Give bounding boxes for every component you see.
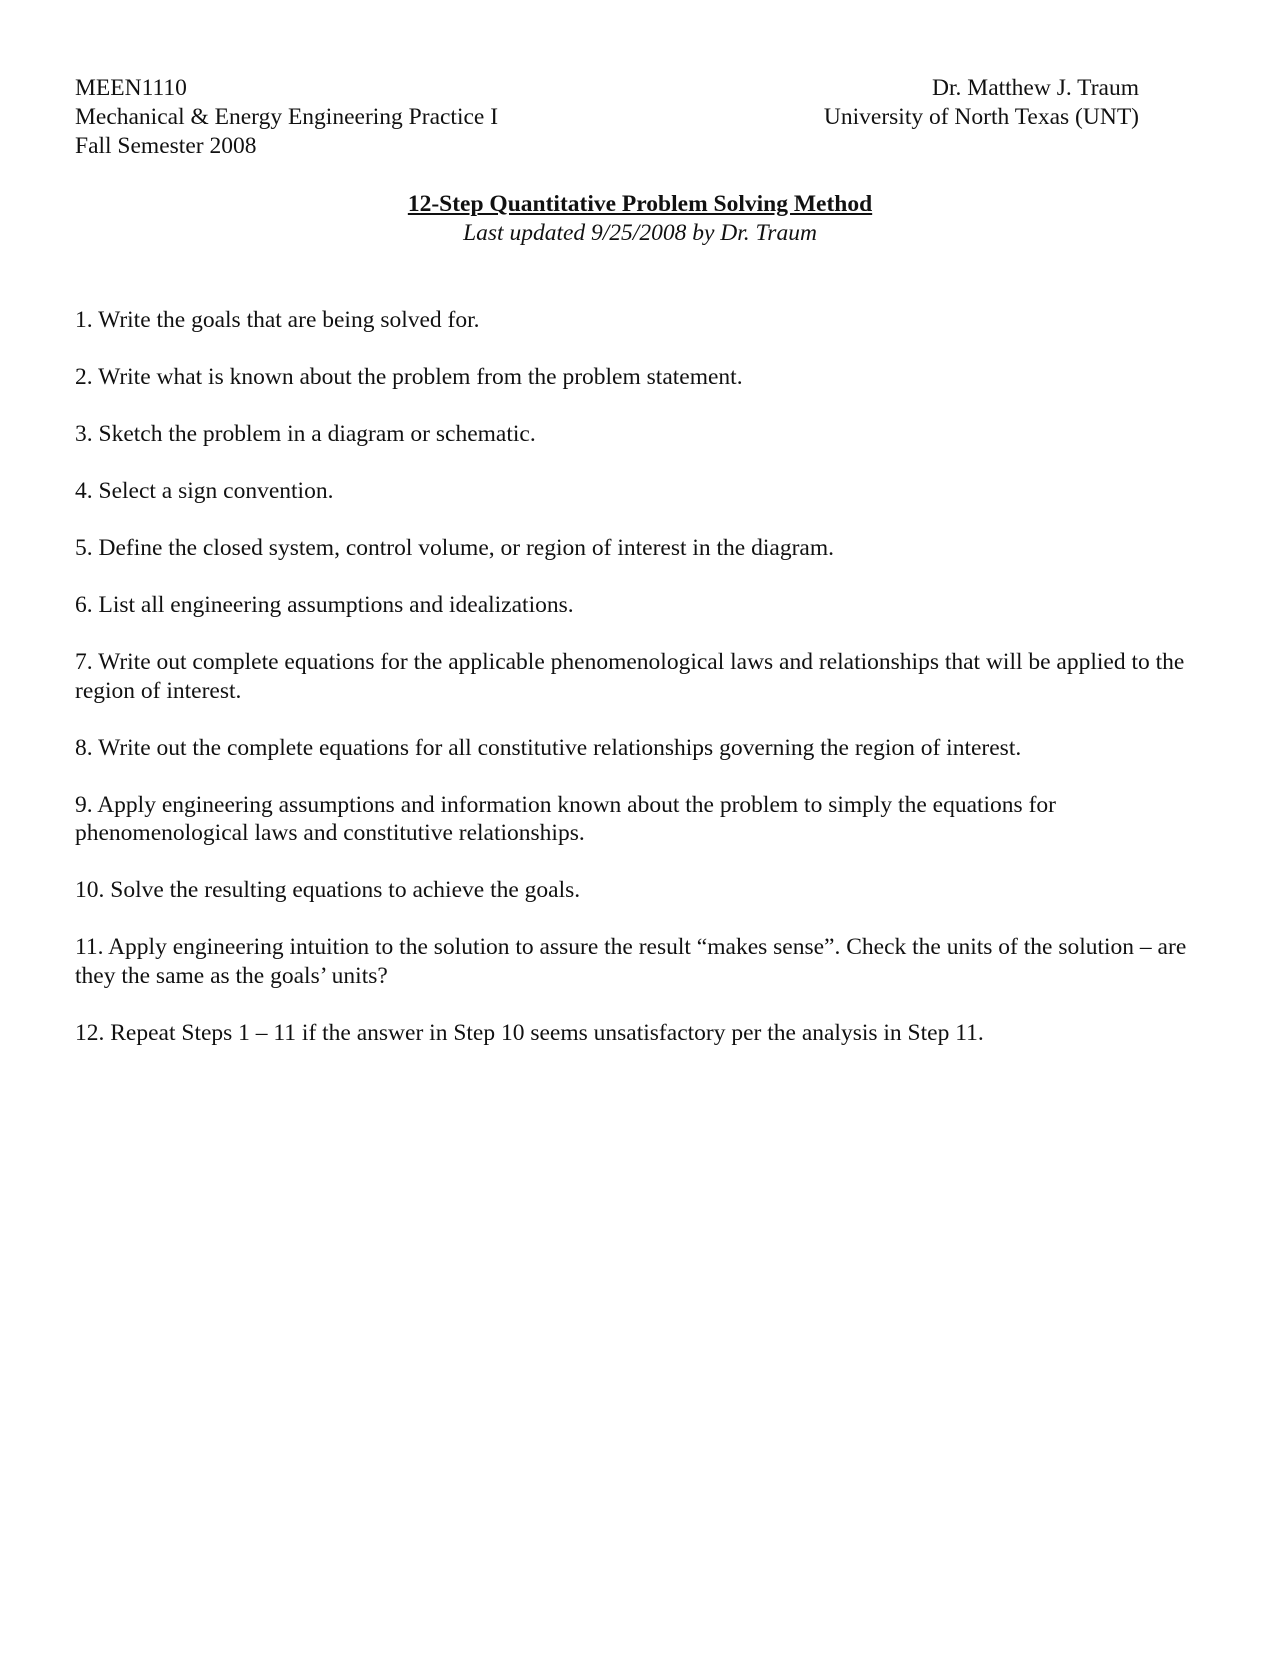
course-code: MEEN1110 — [75, 75, 187, 101]
step-item-2: 2. Write what is known about the problem from the problem statement. — [75, 364, 743, 390]
step-item-1: 1. Write the goals that are being solved for. — [75, 307, 480, 333]
step-item-4: 4. Select a sign convention. — [75, 478, 334, 504]
step-item-8: 8. Write out the complete equations for all constitutive relationships governing the region of interest. — [75, 734, 1022, 761]
steps-list — [75, 306, 1205, 1076]
header-right-block — [639, 74, 1139, 132]
semester: Fall Semester 2008 — [75, 133, 257, 159]
step-item-5: 5. Define the closed system, control volume, or region of interest in the diagram. — [75, 535, 834, 561]
step-item-6: 6. List all engineering assumptions and idealizations. — [75, 592, 574, 618]
institution-name: University of North Texas (UNT) — [823, 104, 1139, 130]
document-subtitle: Last updated 9/25/2008 by Dr. Traum — [463, 220, 817, 246]
title-block — [0, 190, 1280, 248]
step-item-11: 11. Apply engineering intuition to the solution to assure the result “makes sense”. Check the units of the solution – are they the same as the goals’ units? — [75, 934, 1187, 989]
step-item-9: 9. Apply engineering assumptions and information known about the problem to simply the equations for phenomenological laws and constitutive relationships. — [75, 791, 1056, 846]
header-left-block — [75, 74, 635, 161]
document-title: 12-Step Quantitative Problem Solving Method — [407, 191, 873, 217]
instructor-name: Dr. Matthew J. Traum — [932, 75, 1139, 101]
step-item-12: 12. Repeat Steps 1 – 11 if the answer in Step 10 seems unsatisfactory per the analysis in Step 11. — [75, 1019, 984, 1046]
step-item-10: 10. Solve the resulting equations to achieve the goals. — [75, 877, 581, 903]
step-item-7: 7. Write out complete equations for the applicable phenomenological laws and relationships that will be applied to the region of interest. — [75, 649, 1185, 704]
course-name: Mechanical & Energy Engineering Practice I — [75, 104, 499, 130]
step-item-3: 3. Sketch the problem in a diagram or schematic. — [75, 421, 536, 447]
